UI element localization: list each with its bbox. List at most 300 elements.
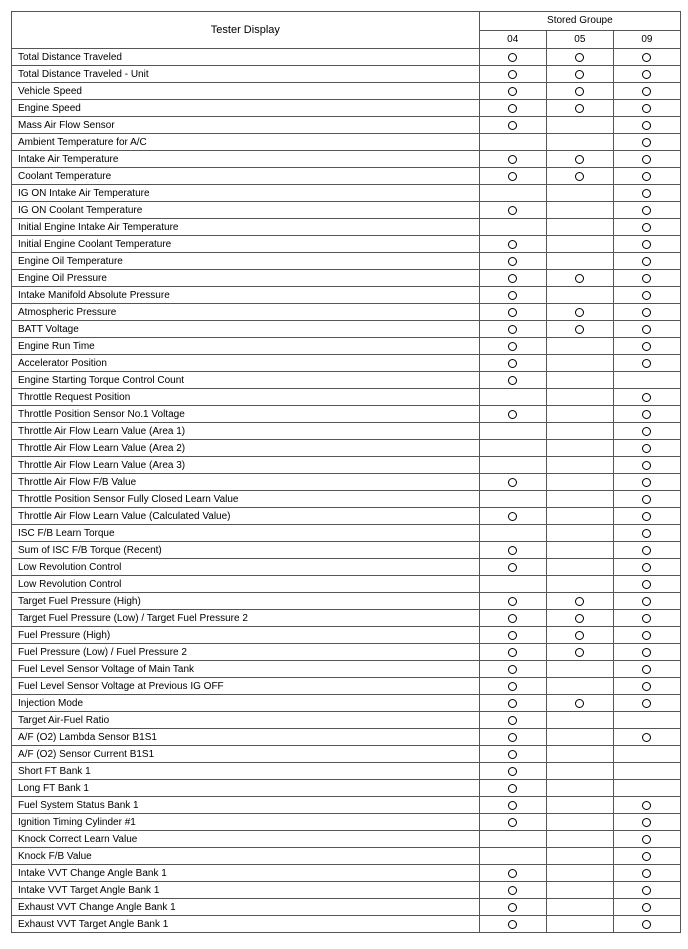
group-09-cell: [613, 712, 680, 729]
stored-group-header: Stored Groupe: [479, 12, 680, 31]
group-05-cell: [546, 797, 613, 814]
group-05-cell: [546, 763, 613, 780]
group-09-cell: [613, 168, 680, 185]
row-label: Total Distance Traveled - Unit: [12, 66, 480, 83]
table-row: [12, 100, 681, 117]
group-09-cell: [613, 746, 680, 763]
group-09-cell: [613, 763, 680, 780]
row-label: Fuel Level Sensor Voltage at Previous IG OFF: [12, 678, 480, 695]
group-05-cell: [546, 236, 613, 253]
table-row: [12, 780, 681, 797]
stored-circle-icon: [508, 121, 517, 130]
stored-circle-icon: [508, 104, 517, 113]
stored-circle-icon: [508, 750, 517, 759]
table-row: [12, 576, 681, 593]
group-05-cell: [546, 576, 613, 593]
table-row: [12, 151, 681, 168]
group-05-cell: [546, 678, 613, 695]
row-label: Target Fuel Pressure (High): [12, 593, 480, 610]
group-09-cell: [613, 236, 680, 253]
row-label: Throttle Air Flow F/B Value: [12, 474, 480, 491]
table-row: [12, 899, 681, 916]
table-row: [12, 202, 681, 219]
group-05-cell: [546, 899, 613, 916]
stored-circle-icon: [508, 53, 517, 62]
group-05-cell: [546, 610, 613, 627]
table-row: [12, 49, 681, 66]
group-09-cell: [613, 457, 680, 474]
stored-circle-icon: [642, 852, 651, 861]
group-05-cell: [546, 729, 613, 746]
stored-circle-icon: [642, 699, 651, 708]
row-label: Engine Oil Temperature: [12, 253, 480, 270]
group-05-cell: [546, 423, 613, 440]
stored-circle-icon: [508, 257, 517, 266]
group-04-cell: [479, 270, 546, 287]
row-label: Engine Oil Pressure: [12, 270, 480, 287]
group-04-cell: [479, 559, 546, 576]
row-label: Fuel Level Sensor Voltage of Main Tank: [12, 661, 480, 678]
table-row: [12, 168, 681, 185]
table-row: [12, 508, 681, 525]
group-09-cell: [613, 542, 680, 559]
stored-circle-icon: [642, 87, 651, 96]
stored-circle-icon: [642, 223, 651, 232]
group-05-cell: [546, 389, 613, 406]
stored-circle-icon: [642, 886, 651, 895]
group-04-cell: [479, 491, 546, 508]
row-label: IG ON Coolant Temperature: [12, 202, 480, 219]
group-04-cell: [479, 525, 546, 542]
stored-circle-icon: [642, 104, 651, 113]
group-05-cell: [546, 219, 613, 236]
row-label: Fuel Pressure (High): [12, 627, 480, 644]
stored-circle-icon: [642, 427, 651, 436]
group-05-cell: [546, 474, 613, 491]
group-05-cell: [546, 83, 613, 100]
group-05-cell: [546, 661, 613, 678]
stored-circle-icon: [508, 801, 517, 810]
group-05-cell: [546, 712, 613, 729]
stored-circle-icon: [642, 920, 651, 929]
group-04-cell: [479, 593, 546, 610]
group-09-cell: [613, 899, 680, 916]
group-05-cell: [546, 542, 613, 559]
group-09-cell: [613, 627, 680, 644]
stored-circle-icon: [642, 274, 651, 283]
stored-circle-icon: [575, 172, 584, 181]
stored-circle-icon: [508, 784, 517, 793]
stored-circle-icon: [642, 257, 651, 266]
table-row: [12, 865, 681, 882]
row-label: BATT Voltage: [12, 321, 480, 338]
group-05-cell: [546, 372, 613, 389]
stored-circle-icon: [575, 597, 584, 606]
group-04-cell: [479, 797, 546, 814]
table-row: [12, 117, 681, 134]
group-04-cell: [479, 219, 546, 236]
stored-circle-icon: [508, 682, 517, 691]
stored-circle-icon: [508, 886, 517, 895]
stored-circle-icon: [642, 614, 651, 623]
table-row: [12, 185, 681, 202]
group-09-cell: [613, 423, 680, 440]
group-05-cell: [546, 253, 613, 270]
group-09-cell: [613, 440, 680, 457]
stored-circle-icon: [508, 767, 517, 776]
stored-circle-icon: [508, 512, 517, 521]
group-09-cell: [613, 695, 680, 712]
stored-circle-icon: [642, 665, 651, 674]
group-05-cell: [546, 304, 613, 321]
table-row: [12, 712, 681, 729]
row-label: A/F (O2) Sensor Current B1S1: [12, 746, 480, 763]
group-09-cell: [613, 83, 680, 100]
table-row: [12, 457, 681, 474]
stored-circle-icon: [508, 410, 517, 419]
group-09-cell: [613, 270, 680, 287]
row-label: Ambient Temperature for A/C: [12, 134, 480, 151]
table-row: [12, 236, 681, 253]
row-label: Low Revolution Control: [12, 576, 480, 593]
stored-circle-icon: [642, 478, 651, 487]
group-04-cell: [479, 899, 546, 916]
stored-circle-icon: [575, 104, 584, 113]
group-09-cell: [613, 185, 680, 202]
stored-circle-icon: [508, 665, 517, 674]
stored-circle-icon: [642, 240, 651, 249]
stored-circle-icon: [642, 563, 651, 572]
stored-circle-icon: [508, 546, 517, 555]
table-row: [12, 542, 681, 559]
row-label: Mass Air Flow Sensor: [12, 117, 480, 134]
table-row: [12, 678, 681, 695]
group-04-cell: [479, 763, 546, 780]
group-09-cell: [613, 576, 680, 593]
group-09-cell: [613, 729, 680, 746]
stored-circle-icon: [508, 699, 517, 708]
stored-circle-icon: [642, 801, 651, 810]
group-09-cell: [613, 338, 680, 355]
row-label: Low Revolution Control: [12, 559, 480, 576]
stored-circle-icon: [508, 614, 517, 623]
stored-circle-icon: [575, 308, 584, 317]
table-row: [12, 406, 681, 423]
stored-circle-icon: [642, 903, 651, 912]
group-04-cell: [479, 83, 546, 100]
group-09-cell: [613, 253, 680, 270]
group-09-cell: [613, 661, 680, 678]
group-05-cell: [546, 49, 613, 66]
row-label: Long FT Bank 1: [12, 780, 480, 797]
group-05-cell: [546, 270, 613, 287]
group-05-cell: [546, 593, 613, 610]
group-09-cell: [613, 321, 680, 338]
group-09-cell: [613, 304, 680, 321]
group-04-cell: [479, 117, 546, 134]
stored-circle-icon: [575, 325, 584, 334]
stored-circle-icon: [508, 920, 517, 929]
table-row: [12, 916, 681, 933]
stored-circle-icon: [642, 121, 651, 130]
group-04-cell: [479, 627, 546, 644]
table-row: [12, 83, 681, 100]
stored-circle-icon: [508, 70, 517, 79]
stored-circle-icon: [575, 53, 584, 62]
table-row: [12, 814, 681, 831]
row-label: Target Fuel Pressure (Low) / Target Fuel Pressure 2: [12, 610, 480, 627]
table-row: [12, 746, 681, 763]
group-05-cell: [546, 746, 613, 763]
group-04-cell: [479, 389, 546, 406]
group-05-cell: [546, 355, 613, 372]
group-04-cell: [479, 712, 546, 729]
group-09-cell: [613, 151, 680, 168]
group-09-cell: [613, 491, 680, 508]
group-09-cell: [613, 797, 680, 814]
group-09-cell: [613, 559, 680, 576]
group-04-cell: [479, 236, 546, 253]
group-05-cell: [546, 66, 613, 83]
row-label: Atmospheric Pressure: [12, 304, 480, 321]
group-04-cell: [479, 882, 546, 899]
table-row: [12, 695, 681, 712]
table-row: [12, 287, 681, 304]
stored-circle-icon: [508, 291, 517, 300]
group-05-cell: [546, 117, 613, 134]
group-04-cell: [479, 355, 546, 372]
group-09-cell: [613, 406, 680, 423]
group-05-cell: [546, 916, 613, 933]
group-09-cell: [613, 814, 680, 831]
group-04-cell: [479, 49, 546, 66]
table-row: [12, 610, 681, 627]
group-09-cell: [613, 508, 680, 525]
row-label: Initial Engine Intake Air Temperature: [12, 219, 480, 236]
stored-circle-icon: [508, 376, 517, 385]
group-09-cell: [613, 593, 680, 610]
group-05-cell: [546, 627, 613, 644]
stored-circle-icon: [642, 342, 651, 351]
stored-circle-icon: [642, 869, 651, 878]
group-04-cell: [479, 678, 546, 695]
group-04-cell: [479, 168, 546, 185]
group-04-cell: [479, 746, 546, 763]
row-label: Throttle Air Flow Learn Value (Area 3): [12, 457, 480, 474]
table-row: [12, 729, 681, 746]
group-04-cell: [479, 457, 546, 474]
group-04-cell: [479, 134, 546, 151]
table-row: [12, 440, 681, 457]
table-row: [12, 661, 681, 678]
stored-circle-icon: [642, 155, 651, 164]
table-row: [12, 882, 681, 899]
group-05-cell: [546, 848, 613, 865]
stored-circle-icon: [508, 240, 517, 249]
group-09-cell: [613, 848, 680, 865]
stored-circle-icon: [642, 682, 651, 691]
table-row: [12, 355, 681, 372]
group-04-cell: [479, 865, 546, 882]
row-label: Accelerator Position: [12, 355, 480, 372]
table-body: [12, 49, 681, 933]
group-05-cell: [546, 780, 613, 797]
tester-display-header: Tester Display: [12, 12, 480, 49]
table-row: [12, 338, 681, 355]
stored-circle-icon: [508, 325, 517, 334]
stored-circle-icon: [642, 512, 651, 521]
table-row: [12, 525, 681, 542]
row-label: Knock Correct Learn Value: [12, 831, 480, 848]
row-label: A/F (O2) Lambda Sensor B1S1: [12, 729, 480, 746]
row-label: Engine Run Time: [12, 338, 480, 355]
stored-circle-icon: [642, 597, 651, 606]
row-label: Initial Engine Coolant Temperature: [12, 236, 480, 253]
row-label: Sum of ISC F/B Torque (Recent): [12, 542, 480, 559]
stored-circle-icon: [508, 903, 517, 912]
stored-circle-icon: [575, 274, 584, 283]
stored-circle-icon: [642, 631, 651, 640]
stored-circle-icon: [575, 614, 584, 623]
group-05-cell: [546, 151, 613, 168]
group-04-cell: [479, 542, 546, 559]
stored-circle-icon: [508, 274, 517, 283]
table-row: [12, 389, 681, 406]
row-label: Short FT Bank 1: [12, 763, 480, 780]
stored-circle-icon: [642, 444, 651, 453]
row-label: Fuel Pressure (Low) / Fuel Pressure 2: [12, 644, 480, 661]
row-label: Throttle Air Flow Learn Value (Calculated Value): [12, 508, 480, 525]
stored-circle-icon: [508, 206, 517, 215]
stored-circle-icon: [642, 835, 651, 844]
row-label: Intake Manifold Absolute Pressure: [12, 287, 480, 304]
group-04-cell: [479, 321, 546, 338]
stored-circle-icon: [508, 631, 517, 640]
group-05-cell: [546, 440, 613, 457]
stored-circle-icon: [642, 410, 651, 419]
stored-circle-icon: [642, 733, 651, 742]
group-04-cell: [479, 406, 546, 423]
group-05-cell: [546, 338, 613, 355]
group-04-cell: [479, 831, 546, 848]
stored-circle-icon: [575, 699, 584, 708]
row-label: Throttle Position Sensor No.1 Voltage: [12, 406, 480, 423]
group-09-cell: [613, 780, 680, 797]
group-05-cell: [546, 882, 613, 899]
group-05-cell: [546, 644, 613, 661]
stored-circle-icon: [642, 818, 651, 827]
table-row: [12, 627, 681, 644]
stored-circle-icon: [642, 291, 651, 300]
group-05-cell: [546, 134, 613, 151]
row-label: Intake Air Temperature: [12, 151, 480, 168]
group-04-cell: [479, 780, 546, 797]
row-label: Throttle Position Sensor Fully Closed Learn Value: [12, 491, 480, 508]
group-09-cell: [613, 389, 680, 406]
group-05-cell: [546, 287, 613, 304]
table-row: [12, 831, 681, 848]
stored-circle-icon: [508, 716, 517, 725]
group-05-cell: [546, 508, 613, 525]
stored-circle-icon: [508, 308, 517, 317]
row-label: Throttle Request Position: [12, 389, 480, 406]
stored-circle-icon: [508, 733, 517, 742]
stored-circle-icon: [642, 325, 651, 334]
group-04-cell: [479, 202, 546, 219]
group-05-cell: [546, 168, 613, 185]
stored-circle-icon: [642, 461, 651, 470]
group-05-cell: [546, 814, 613, 831]
stored-circle-icon: [642, 495, 651, 504]
stored-circle-icon: [508, 155, 517, 164]
row-label: Injection Mode: [12, 695, 480, 712]
group-04-cell: [479, 185, 546, 202]
stored-circle-icon: [642, 189, 651, 198]
stored-circle-icon: [642, 70, 651, 79]
group-09-cell: [613, 882, 680, 899]
stored-circle-icon: [508, 478, 517, 487]
stored-circle-icon: [642, 580, 651, 589]
group-05-cell: [546, 457, 613, 474]
stored-circle-icon: [575, 155, 584, 164]
group-04-header: 04: [479, 30, 546, 49]
group-04-cell: [479, 729, 546, 746]
group-04-cell: [479, 100, 546, 117]
table-row: [12, 219, 681, 236]
stored-circle-icon: [642, 648, 651, 657]
group-04-cell: [479, 440, 546, 457]
group-09-cell: [613, 49, 680, 66]
group-04-cell: [479, 644, 546, 661]
group-09-cell: [613, 644, 680, 661]
group-05-cell: [546, 831, 613, 848]
group-09-cell: [613, 66, 680, 83]
row-label: IG ON Intake Air Temperature: [12, 185, 480, 202]
table-row: [12, 270, 681, 287]
stored-circle-icon: [508, 359, 517, 368]
group-04-cell: [479, 66, 546, 83]
group-09-cell: [613, 117, 680, 134]
group-05-cell: [546, 185, 613, 202]
group-09-cell: [613, 610, 680, 627]
stored-circle-icon: [575, 631, 584, 640]
table-row: [12, 848, 681, 865]
table-row: [12, 763, 681, 780]
group-05-cell: [546, 202, 613, 219]
table-row: [12, 559, 681, 576]
group-09-cell: [613, 355, 680, 372]
row-label: Throttle Air Flow Learn Value (Area 1): [12, 423, 480, 440]
stored-circle-icon: [642, 138, 651, 147]
stored-circle-icon: [508, 172, 517, 181]
group-04-cell: [479, 695, 546, 712]
table-row: [12, 593, 681, 610]
group-05-cell: [546, 559, 613, 576]
group-05-cell: [546, 491, 613, 508]
row-label: Vehicle Speed: [12, 83, 480, 100]
stored-circle-icon: [508, 597, 517, 606]
group-05-cell: [546, 100, 613, 117]
group-04-cell: [479, 814, 546, 831]
row-label: Fuel System Status Bank 1: [12, 797, 480, 814]
table-row: [12, 474, 681, 491]
table-row: [12, 423, 681, 440]
table-row: [12, 66, 681, 83]
group-05-cell: [546, 406, 613, 423]
stored-groups-table: [11, 11, 681, 933]
row-label: Ignition Timing Cylinder #1: [12, 814, 480, 831]
group-04-cell: [479, 576, 546, 593]
